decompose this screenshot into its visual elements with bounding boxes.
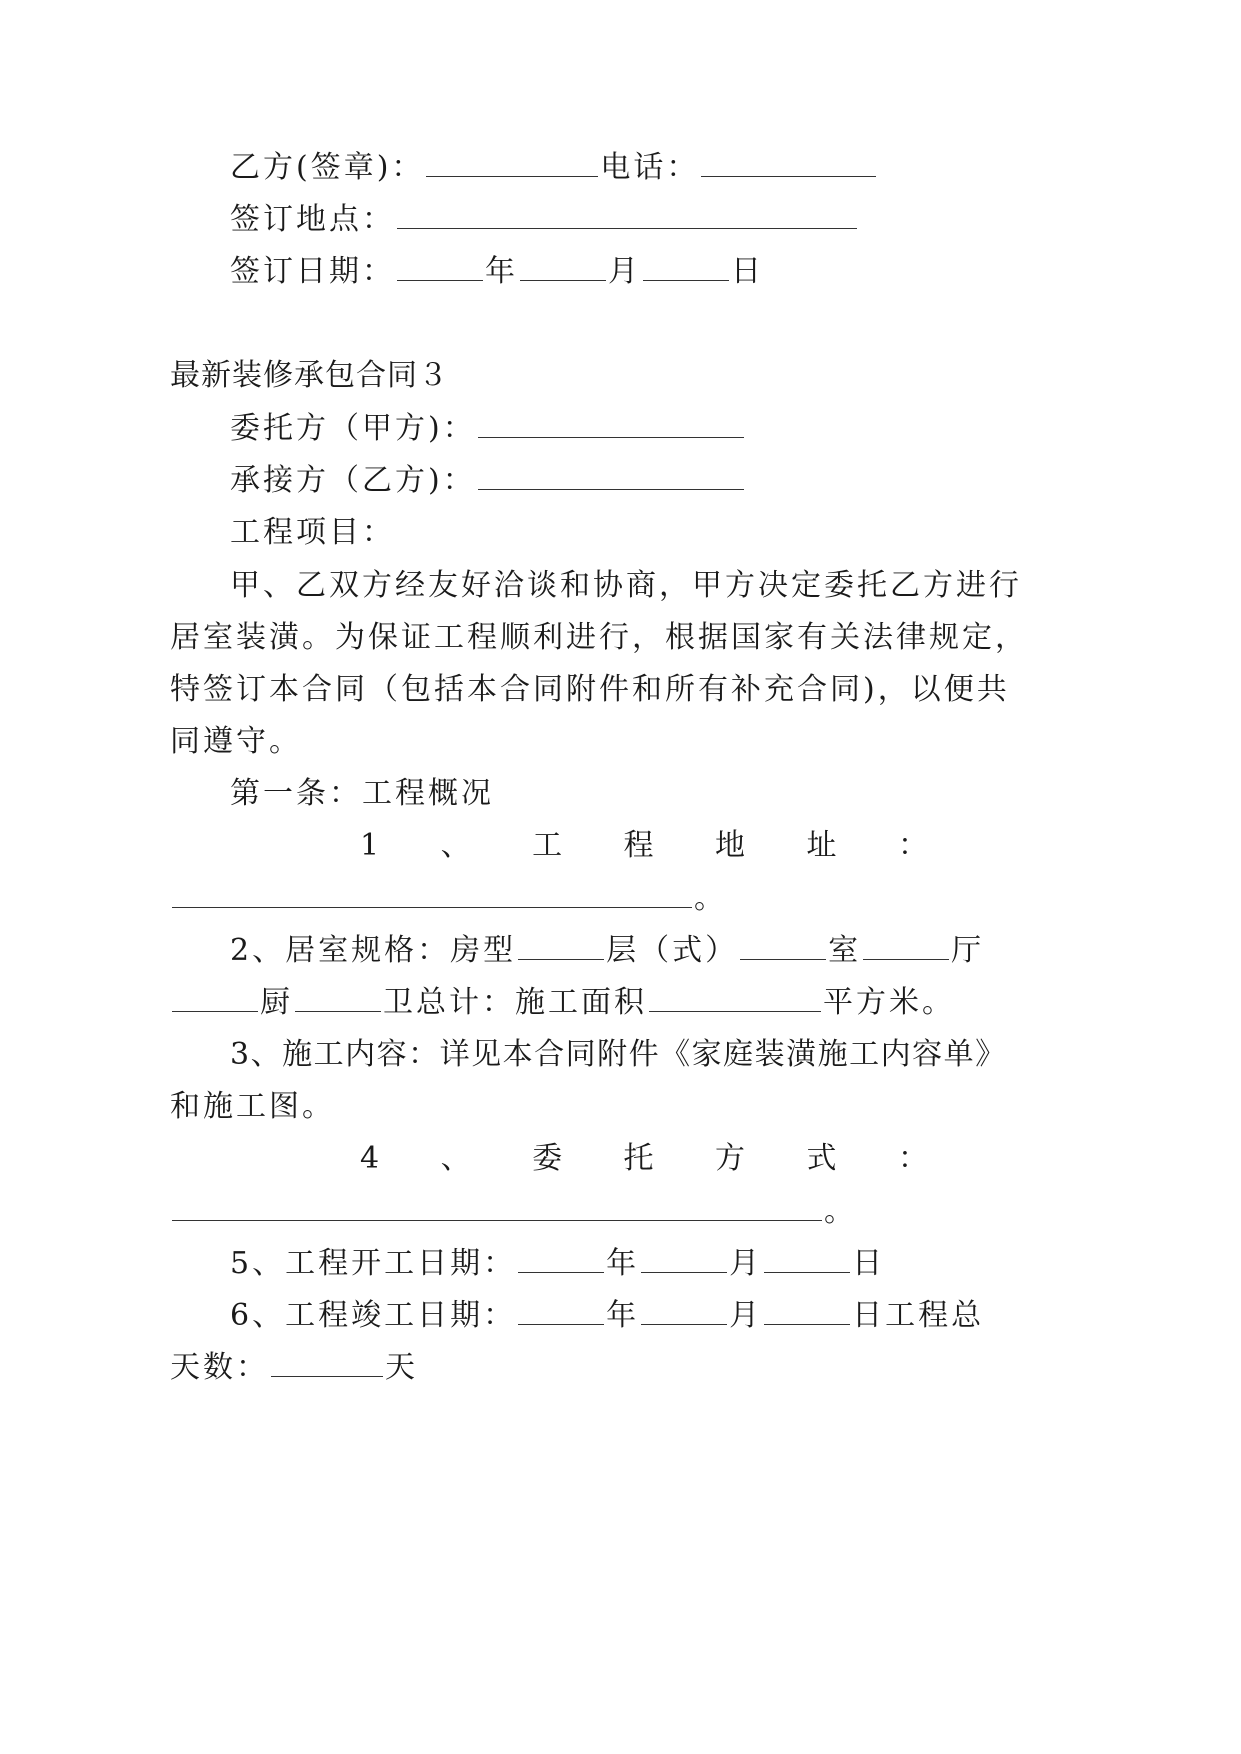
party-b-blank (426, 148, 598, 177)
item-2-kitchen: 厨 (260, 985, 293, 1020)
bath-blank (295, 983, 381, 1012)
item-4-method-fill (170, 1192, 857, 1232)
date-label: 签订日期： (230, 254, 395, 289)
item-4-char: 委 (532, 1141, 563, 1176)
place-label: 签订地点： (230, 202, 395, 237)
place-line (230, 200, 859, 240)
intro-line-1: 甲、乙双方经友好洽谈和协商，甲方决定委托乙方进行 (230, 568, 1022, 603)
item-3-line-1: 3、施工内容：详见本合同附件《家庭装潢施工内容单》 (230, 1037, 1007, 1072)
item-6-days-label: 天数： (170, 1350, 269, 1385)
item-1-char: ： (898, 828, 928, 863)
item-4-char: 托 (623, 1141, 654, 1176)
section-title: 最新装修承包合同３ (170, 358, 449, 393)
item-3-line-2: 和施工图。 (170, 1089, 335, 1124)
item-6-day-total: 日工程总 (852, 1298, 985, 1333)
item-6-month: 月 (729, 1298, 763, 1333)
item-4-method-line (360, 1139, 928, 1179)
client-label: 委托方（甲方)： (230, 411, 476, 446)
intro-line-3: 特签订本合同（包括本合同附件和所有补充合同)，以便共 (170, 672, 1010, 707)
room-blank (740, 931, 826, 960)
area-blank (649, 983, 821, 1012)
item-2-line-1 (230, 931, 984, 971)
item-1-address-line (360, 826, 928, 866)
end-year-blank (518, 1296, 604, 1325)
address-blank (172, 879, 692, 908)
item-1-char: 、 (440, 828, 471, 863)
date-year-blank (397, 252, 483, 281)
item-1-char: 1 (360, 828, 380, 863)
end-month-blank (641, 1296, 727, 1325)
project-label: 工程项目： (230, 515, 395, 550)
item-2-line-2 (170, 983, 955, 1023)
start-month-blank (641, 1244, 727, 1273)
item-6-line-1 (230, 1296, 984, 1336)
start-day-blank (764, 1244, 850, 1273)
item-4-char: 式 (806, 1141, 837, 1176)
item-5-line (230, 1244, 885, 1284)
phone-blank (701, 148, 876, 177)
item-1-char: 地 (715, 828, 746, 863)
item-5-label: 5、工程开工日期： (230, 1246, 517, 1281)
party-b-sign-line (230, 148, 878, 188)
intro-line-2: 居室装潢。为保证工程顺利进行，根据国家有关法律规定， (170, 620, 1028, 655)
date-month-blank (520, 252, 606, 281)
item-1-char: 程 (623, 828, 654, 863)
item-4-char: 、 (440, 1141, 471, 1176)
party-b-label: 乙方(签章)： (230, 150, 425, 185)
item-2-bath-total: 卫总计：施工面积 (383, 985, 647, 1020)
item-2-room: 室 (828, 933, 862, 968)
date-day-blank (643, 252, 729, 281)
date-month: 月 (608, 254, 641, 289)
item-1-char: 址 (806, 828, 837, 863)
item-2-sqm: 平方米。 (823, 985, 955, 1020)
item-5-month: 月 (729, 1246, 763, 1281)
article-1-title: 第一条：工程概况 (230, 776, 494, 811)
item-2-prefix: 2、居室规格：房型 (230, 933, 517, 968)
contractor-label: 承接方（乙方)： (230, 463, 476, 498)
item-1-address-fill (170, 879, 727, 919)
item-4-char: 4 (360, 1141, 380, 1176)
method-blank (172, 1192, 822, 1221)
item-4-end: 。 (824, 1194, 857, 1229)
end-day-blank (764, 1296, 850, 1325)
item-4-char: ： (898, 1141, 928, 1176)
item-5-day: 日 (852, 1246, 886, 1281)
client-blank (478, 409, 744, 438)
item-5-year: 年 (606, 1246, 640, 1281)
intro-line-4: 同遵守。 (170, 724, 302, 759)
start-year-blank (518, 1244, 604, 1273)
contractor-blank (478, 461, 744, 490)
date-day: 日 (731, 254, 764, 289)
layout-blank (518, 931, 604, 960)
phone-label: 电话： (600, 150, 700, 185)
item-6-label: 6、工程竣工日期： (230, 1298, 517, 1333)
item-4-char: 方 (715, 1141, 746, 1176)
item-2-hall: 厅 (951, 933, 985, 968)
item-6-days-unit: 天 (385, 1350, 418, 1385)
contractor-line (230, 461, 746, 501)
kitchen-blank (172, 983, 258, 1012)
item-2-layer: 层（式） (606, 933, 739, 968)
date-line (230, 252, 764, 292)
place-blank (397, 200, 857, 229)
item-6-line-2 (170, 1348, 418, 1388)
item-6-year: 年 (606, 1298, 640, 1333)
days-blank (271, 1348, 383, 1377)
date-year: 年 (485, 254, 518, 289)
client-line (230, 409, 746, 449)
hall-blank (863, 931, 949, 960)
item-1-char: 工 (532, 828, 563, 863)
item-1-end: 。 (694, 881, 727, 916)
